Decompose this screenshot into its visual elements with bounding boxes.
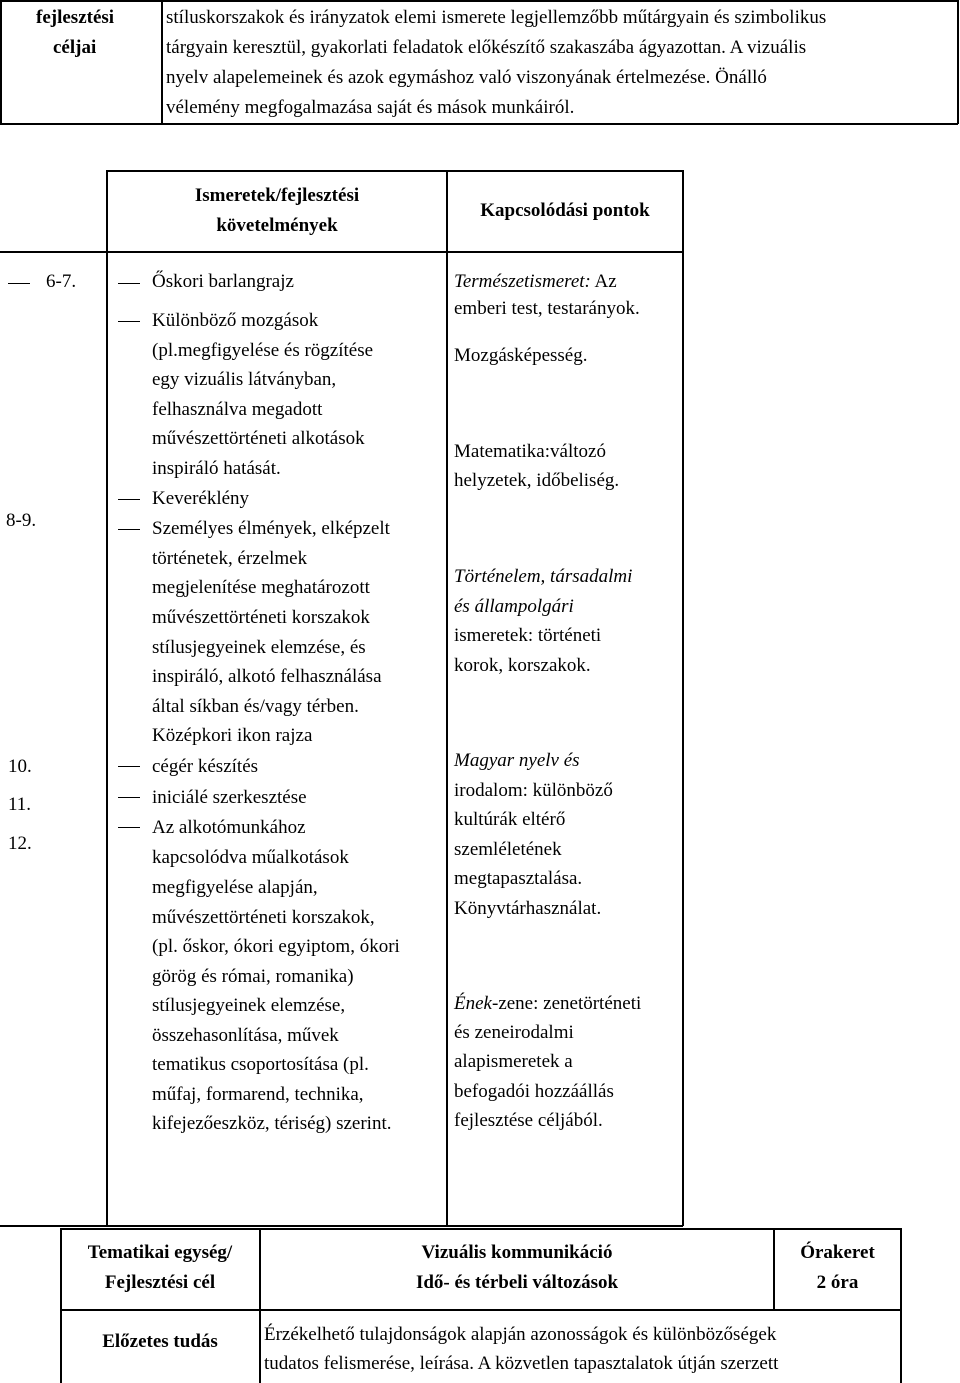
connection-line: helyzetek, időbeliség.: [454, 470, 620, 491]
requirement-line: művészettörténeti korszakok,: [152, 907, 375, 928]
unit-label-line-1: Tematikai egység/: [87, 1242, 233, 1263]
list-dash: [118, 321, 140, 322]
hours-frame-value: 2 óra: [816, 1272, 859, 1293]
requirement-line: felhasználva megadott: [152, 399, 323, 420]
connection-line: Mozgásképesség.: [454, 345, 588, 366]
list-dash: [118, 499, 140, 500]
connection-science-subject: Természetismeret:: [454, 271, 591, 292]
prior-knowledge-line-1: Érzékelhető tulajdonságok alapján azonosságok és különbözőségek: [264, 1324, 777, 1345]
requirement-line: Keveréklény: [152, 488, 250, 509]
connection-line: Történelem, társadalmi: [454, 566, 633, 587]
connection-line: Magyar nyelv és: [454, 750, 580, 771]
connection-line: korok, korszakok.: [454, 655, 591, 676]
connection-line: emberi test, testarányok.: [454, 298, 640, 319]
connection-line: Matematika:változó: [454, 441, 606, 462]
requirement-line: megjelenítése meghatározott: [152, 577, 370, 598]
requirement-line: görög és római, romanika): [152, 966, 354, 987]
hour-11: 11.: [8, 794, 32, 815]
list-dash: [118, 283, 140, 284]
hour-8-9: 8-9.: [6, 510, 37, 531]
list-dash: [118, 797, 140, 798]
connection-line: ismeretek: történeti: [454, 625, 602, 646]
requirements-header-line-2: követelmények: [216, 215, 338, 236]
unit-title-line-2: Idő- és térbeli változások: [415, 1272, 619, 1293]
unit-label-line-2: Fejlesztési cél: [104, 1272, 216, 1293]
hours-dash: [8, 283, 30, 284]
requirement-line: összehasonlítása, művek: [152, 1025, 339, 1046]
connection-science-text: Az: [590, 271, 617, 292]
requirement-line: által síkban és/vagy térben.: [152, 696, 359, 717]
requirement-line: iniciálé szerkesztése: [152, 787, 307, 808]
requirement-line: inspiráló hatását.: [152, 458, 281, 479]
connection-line: kultúrák eltérő: [454, 809, 566, 830]
hour-10: 10.: [8, 756, 32, 777]
requirement-line: Az alkotómunkához: [152, 817, 306, 838]
connection-line: megtapasztalása.: [454, 868, 583, 889]
requirement-line: (pl.megfigyelése és rögzítése: [152, 340, 374, 361]
connection-music-subject: Ének-: [454, 993, 499, 1014]
requirement-line: kapcsolódva műalkotások: [152, 847, 349, 868]
requirement-line: művészettörténeti alkotások: [152, 428, 365, 449]
list-dash: [118, 529, 140, 530]
goals-text-line-3: nyelv alapelemeinek és azok egymáshoz való viszonyának értelmezése. Önálló: [166, 67, 767, 88]
connection-science: [454, 267, 617, 297]
connection-line: fejlesztése céljából.: [454, 1110, 603, 1131]
requirement-line: kifejezőeszköz, tériség) szerint.: [152, 1113, 392, 1134]
connection-line: és zeneirodalmi: [454, 1022, 574, 1043]
connection-line: Könyvtárhasználat.: [454, 898, 602, 919]
hour-6-7: 6-7.: [46, 271, 77, 292]
connection-line: irodalom: különböző: [454, 780, 613, 801]
connection-line: és állampolgári: [454, 596, 574, 617]
requirements-header-line-1: Ismeretek/fejlesztési: [194, 185, 360, 206]
goals-text-line-4: vélemény megfogalmazása saját és mások munkáiról.: [166, 97, 575, 118]
requirement-line: történetek, érzelmek: [152, 548, 308, 569]
unit-title-line-1: Vizuális kommunikáció: [421, 1242, 613, 1263]
list-dash: [118, 766, 140, 767]
hour-12: 12.: [8, 833, 32, 854]
prior-knowledge-line-2: tudatos felismerése, leírása. A közvetlen tapasztalatok útján szerzett: [264, 1353, 779, 1374]
requirement-line: művészettörténeti korszakok: [152, 607, 370, 628]
requirement-line: Középkori ikon rajza: [152, 725, 313, 746]
connection-line: szemléletének: [454, 839, 562, 860]
requirement-line: egy vizuális látványban,: [152, 369, 337, 390]
goals-text-line-1: stíluskorszakok és irányzatok elemi ismerete legjellemzőbb műtárgyain és szimbolikus: [166, 7, 827, 28]
requirement-line: cégér készítés: [152, 756, 259, 777]
requirement-line: Őskori barlangrajz: [152, 271, 294, 292]
goals-label-line-1: fejlesztési: [36, 7, 115, 28]
connection-line: alapismeretek a: [454, 1051, 573, 1072]
connection-line: befogadói hozzáállás: [454, 1081, 614, 1102]
hours-frame-label: Órakeret: [800, 1242, 875, 1263]
requirement-line: műfaj, formarend, technika,: [152, 1084, 364, 1105]
requirement-line: Különböző mozgások: [152, 310, 319, 331]
goals-label-line-2: céljai: [53, 37, 97, 58]
requirement-line: tematikus csoportosítása (pl.: [152, 1054, 369, 1075]
connections-header: Kapcsolódási pontok: [480, 200, 650, 221]
prior-knowledge-label: Előzetes tudás: [102, 1331, 218, 1352]
requirement-line: megfigyelése alapján,: [152, 877, 318, 898]
requirement-line: stílusjegyeinek elemzése, és: [152, 637, 366, 658]
list-dash: [118, 827, 140, 828]
connection-music-text: zene: zenetörténeti: [498, 993, 642, 1014]
goals-text-line-2: tárgyain keresztül, gyakorlati feladatok előkészítő szakaszába ágyazottan. A vizuális: [166, 37, 807, 58]
requirement-line: (pl. őskor, ókori egyiptom, ókori: [152, 936, 400, 957]
connection-music: [454, 989, 641, 1019]
requirement-line: stílusjegyeinek elemzése,: [152, 995, 346, 1016]
requirement-line: inspiráló, alkotó felhasználása: [152, 666, 382, 687]
requirement-line: Személyes élmények, elképzelt: [152, 518, 390, 539]
